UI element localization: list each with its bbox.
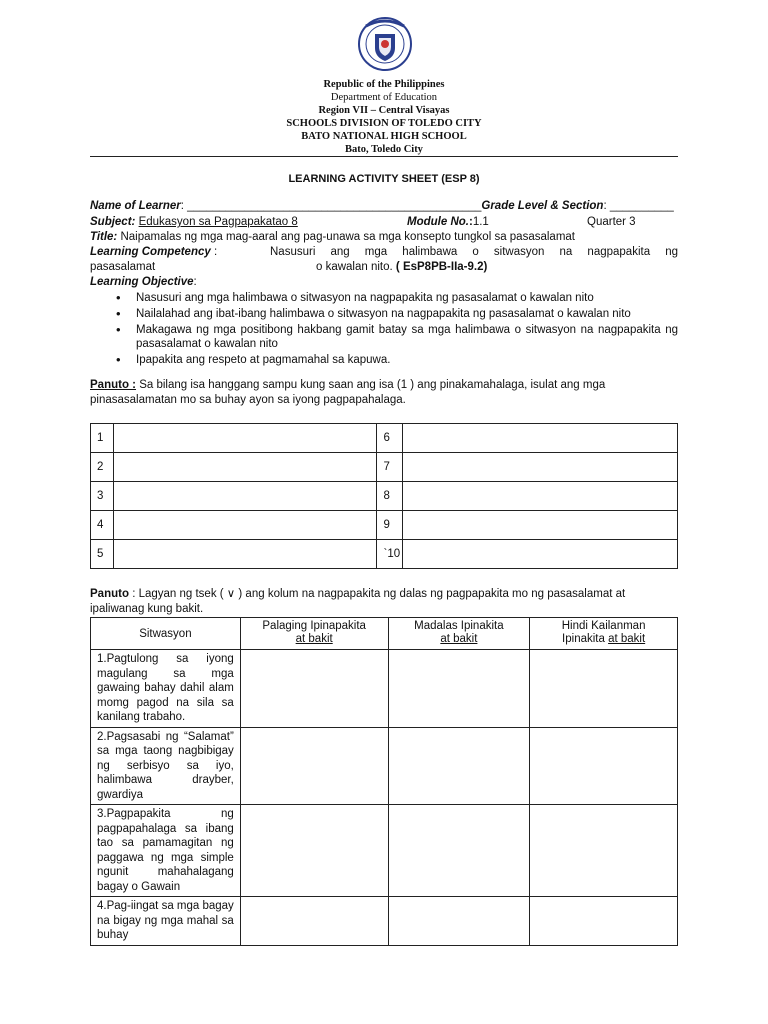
header-divider [90, 156, 678, 157]
grade-field[interactable]: __________ [609, 200, 674, 212]
instruction-1-text: Sa bilang isa hanggang sampu kung saan ang isa (1 ) ang pinakamahalaga, isulat ang mga pinasasalamatan mo sa buhay ayon sa iyong pagpapahalaga. [90, 379, 606, 406]
competency-line-2 [90, 260, 678, 274]
header-republic: Republic of the Philippines [323, 79, 445, 90]
rank-answer-cell[interactable] [113, 540, 377, 569]
objective-line: Learning Objective: [90, 276, 197, 288]
module-label: Module No. [407, 216, 469, 228]
situation-cell: 2.Pagsasabi ng “Salamat” sa mga taong nagbibigay ng serbisyo sa iyo, halimbawa drayber, gwardiya [91, 727, 241, 805]
name-label: Name of Learner [90, 200, 181, 212]
rank-answer-cell[interactable] [403, 482, 678, 511]
rank-number: 2 [91, 453, 114, 482]
rank-number: 6 [377, 424, 403, 453]
list-item: • Ipapakita ang respeto at pagmamahal sa kapuwa. [90, 353, 678, 367]
list-item: • Makagawa ng mga positibong hakbang gamit batay sa mga halimbawa o sitwasyon na nagpapakita ng pasasalamat o kawalan nito [90, 323, 678, 351]
list-item: • Nasusuri ang mga halimbawa o sitwasyon na nagpapakita ng pasasalamat o kawalan nito [90, 291, 678, 305]
rank-number: 5 [91, 540, 114, 569]
situation-cell: 4.Pag-iingat sa mga bagay na bigay ng mga mahal sa buhay [91, 897, 241, 946]
rank-number: 4 [91, 511, 114, 540]
rank-number: 7 [377, 453, 403, 482]
situation-table [90, 617, 678, 946]
title-label: Title: [90, 231, 118, 243]
table-row [91, 727, 678, 805]
answer-cell[interactable] [240, 650, 388, 728]
competency-text-2b-group [316, 260, 487, 274]
col-header-hindi [530, 618, 678, 650]
col-header-hindi-line2a: Ipinakita [562, 633, 605, 645]
rank-number: 3 [91, 482, 114, 511]
answer-cell[interactable] [388, 897, 530, 946]
col-header-madalas-line1: Madalas Ipinakita [414, 620, 504, 632]
rank-answer-cell[interactable] [403, 540, 678, 569]
competency-text-2a: pasasalamat [90, 261, 156, 273]
title-line [90, 230, 678, 244]
ranking-table [90, 423, 678, 569]
rank-number: 1 [91, 424, 114, 453]
competency-code: ( EsP8PB-IIa-9.2) [395, 261, 488, 273]
sheet-title: LEARNING ACTIVITY SHEET (ESP 8) [288, 173, 480, 185]
competency-text-2b: o kawalan nito. [316, 261, 393, 273]
header-department: Department of Education [330, 92, 438, 103]
rank-answer-cell[interactable] [403, 453, 678, 482]
situation-cell: 3.Pagpapakita ng pagpapahalaga sa ibang tao sa pamamagitan ng paggawa ng mga simple ngunit mahahalagang bagay o Gawain [91, 805, 241, 897]
header-address: Bato, Toledo City [345, 144, 423, 155]
name-field[interactable]: ______________________________________________ [187, 200, 482, 212]
header-region: Region VII – Central Visayas [318, 105, 450, 116]
col-header-hindi-line1: Hindi Kailanman [561, 620, 646, 632]
instruction-2-label: Panuto [90, 588, 129, 600]
table-header-row [91, 618, 678, 650]
rank-number: `10 [377, 540, 403, 569]
col-header-palagi-line2: at bakit [295, 633, 333, 645]
competency-label: Learning Competency [90, 246, 211, 258]
answer-cell[interactable] [388, 727, 530, 805]
col-header-palagi-line1: Palaging Ipinapakita [262, 620, 366, 632]
instruction-2 [90, 587, 678, 617]
rank-answer-cell[interactable] [113, 424, 377, 453]
answer-cell[interactable] [240, 897, 388, 946]
answer-cell[interactable] [530, 650, 678, 728]
module-value: 1.1 [472, 216, 489, 228]
title-value: Naipamalas ng mga mag-aaral ang pag-unawa sa mga konsepto tungkol sa pasasalamat [120, 231, 575, 243]
school-header [90, 78, 678, 156]
rank-answer-cell[interactable] [403, 424, 678, 453]
answer-cell[interactable] [530, 727, 678, 805]
table-row [91, 540, 678, 569]
table-row [91, 511, 678, 540]
grade-label: Grade Level & Section [481, 200, 604, 212]
answer-cell[interactable] [388, 805, 530, 897]
deped-seal-icon [358, 14, 412, 74]
competency-text-1: Nasusuri ang mga halimbawa o sitwasyon na nagpapakita ng [270, 246, 678, 258]
col-header-hindi-line2b: at bakit [608, 633, 646, 645]
answer-cell[interactable] [530, 897, 678, 946]
col-header-palagi [240, 618, 388, 650]
instruction-1-label: Panuto : [90, 379, 136, 391]
rank-answer-cell[interactable] [113, 453, 377, 482]
rank-number: 9 [377, 511, 403, 540]
col-header-sitwasyon: Sitwasyon [91, 618, 241, 650]
list-item: • Nailalahad ang ibat-ibang halimbawa o sitwasyon na nagpapakita ng pasasalamat o kawalan nito [90, 307, 678, 321]
rank-answer-cell[interactable] [113, 511, 377, 540]
table-row [91, 897, 678, 946]
table-row [91, 805, 678, 897]
col-header-madalas-line2: at bakit [440, 633, 478, 645]
col-header-madalas [388, 618, 530, 650]
table-row [91, 482, 678, 511]
subject-value: Edukasyon sa Pagpapakatao 8 [138, 216, 298, 228]
header-division: SCHOOLS DIVISION OF TOLEDO CITY [286, 118, 482, 129]
answer-cell[interactable] [388, 650, 530, 728]
objectives-list [90, 291, 678, 369]
subject-line [90, 215, 678, 229]
rank-answer-cell[interactable] [113, 482, 377, 511]
competency-line-1: Learning Competency : Nasusuri ang mga halimbawa o sitwasyon na nagpapakita ng [90, 246, 678, 258]
subject-label: Subject: [90, 216, 136, 228]
answer-cell[interactable] [240, 805, 388, 897]
rank-answer-cell[interactable] [403, 511, 678, 540]
quarter-label: Quarter 3 [587, 216, 636, 228]
table-row [91, 453, 678, 482]
instruction-1 [90, 378, 678, 408]
table-row [91, 650, 678, 728]
answer-cell[interactable] [240, 727, 388, 805]
col-header-hindi-line2 [531, 633, 676, 646]
situation-cell: 1.Pagtulong sa iyong magulang sa mga gawaing bahay dahil alam momg pagod na sila sa kanilang trabaho. [91, 650, 241, 728]
instruction-2-text: : Lagyan ng tsek ( ∨ ) ang kolum na nagpapakita ng dalas ng pagpapakita mo ng pasasalamat at ipaliwanag kung bakit. [90, 588, 626, 615]
rank-number: 8 [377, 482, 403, 511]
module-group: Module No.:1.1 [407, 216, 489, 228]
table-row [91, 424, 678, 453]
learner-line: Name of Learner: ______________________________________________Grade Level & Section: __________ [90, 200, 674, 212]
answer-cell[interactable] [530, 805, 678, 897]
objective-label: Learning Objective [90, 276, 194, 288]
header-school: BATO NATIONAL HIGH SCHOOL [301, 131, 467, 142]
